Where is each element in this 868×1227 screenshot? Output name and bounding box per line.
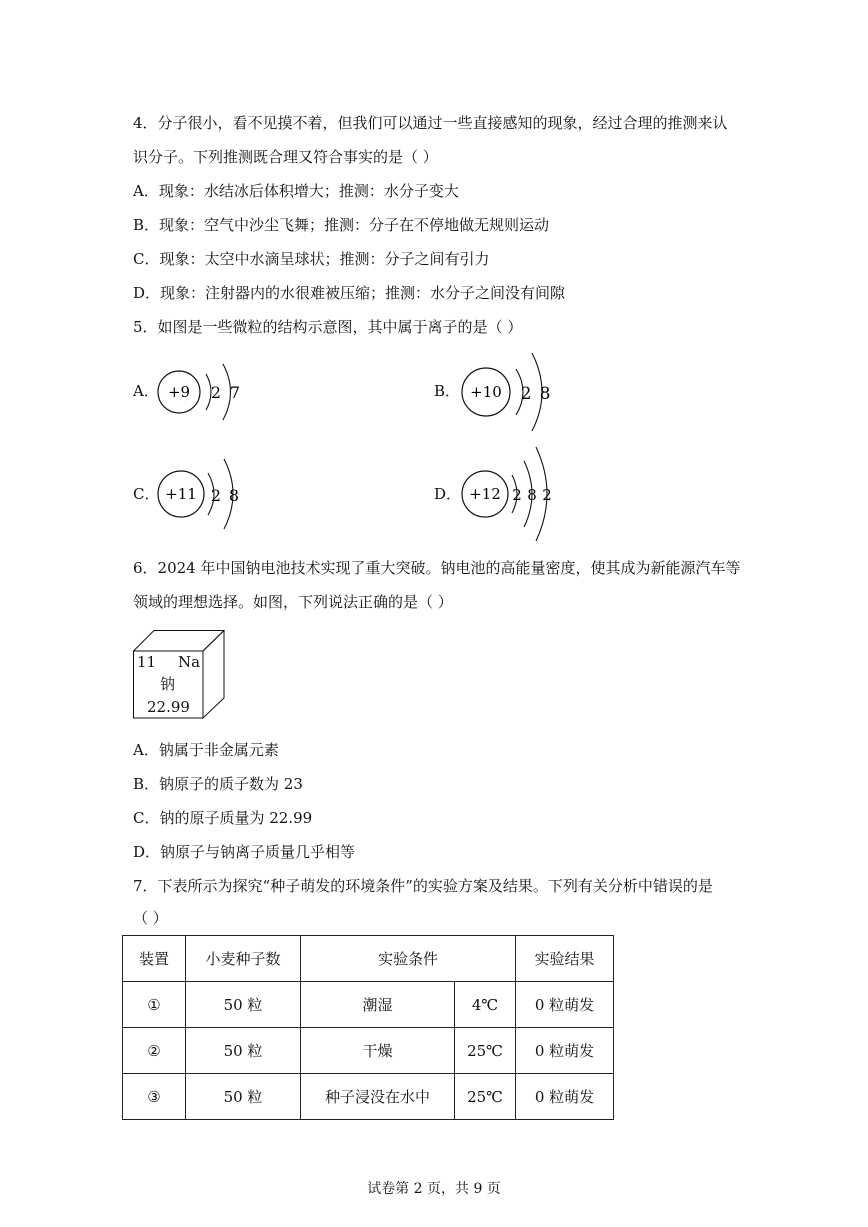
q5-atom-diagram-b (460, 345, 570, 441)
table-row (123, 1028, 614, 1074)
table-header-row (123, 936, 614, 982)
cell-result: 0 粒萌发 (516, 982, 614, 1028)
q5-atom-a-shell-2: 7 (229, 383, 241, 402)
q6-stem-line1: 6．2024 年中国钠电池技术实现了重大突破。钠电池的高能量密度，使其成为新能源汽车等 (133, 559, 741, 577)
q5-stem: 5．如图是一些微粒的结构示意图，其中属于离子的是（ ） (133, 318, 523, 336)
cell-device: ③ (123, 1074, 186, 1120)
cell-temperature: 25℃ (455, 1074, 516, 1120)
element-cell-sodium (133, 630, 228, 720)
element-symbol: Na (178, 653, 201, 671)
cell-condition: 干燥 (301, 1028, 455, 1074)
q5-option-c-label: C． (133, 485, 160, 503)
q4-stem-line2: 识分子。下列推测既合理又符合事实的是（ ） (133, 148, 438, 166)
q6-option-a: A．钠属于非金属元素 (133, 741, 279, 759)
element-atomic-mass: 22.99 (147, 698, 190, 716)
q6-stem-line2: 领域的理想选择。如图，下列说法正确的是（ ） (133, 593, 453, 611)
header-result: 实验结果 (516, 936, 614, 982)
header-conditions: 实验条件 (301, 936, 516, 982)
q5-atom-c-nucleus: +11 (165, 485, 197, 503)
q4-option-d: D．现象：注射器内的水很难被压缩；推测：水分子之间没有间隙 (133, 284, 566, 302)
q5-option-b-label: B． (434, 382, 461, 400)
experiment-table (122, 935, 614, 1120)
table-row (123, 1074, 614, 1120)
q6-option-b: B．钠原子的质子数为 23 (133, 775, 303, 793)
q5-atom-diagram-d (460, 445, 570, 543)
q4-option-a: A．现象：水结冰后体积增大；推测：水分子变大 (133, 182, 459, 200)
q5-option-d-label: D． (434, 485, 462, 503)
q5-atom-d-shell-3: 2 (542, 486, 552, 504)
q5-atom-c-shell-2: 8 (228, 486, 240, 505)
q4-option-b: B．现象：空气中沙尘飞舞；推测：分子在不停地做无规则运动 (133, 216, 550, 234)
cell-temperature: 25℃ (455, 1028, 516, 1074)
q6-option-c: C．钠的原子质量为 22.99 (133, 809, 313, 827)
cell-device: ① (123, 982, 186, 1028)
q5-atom-b-nucleus: +10 (470, 383, 502, 401)
table-row (123, 982, 614, 1028)
cell-condition: 种子浸没在水中 (301, 1074, 455, 1120)
page-footer: 试卷第 2 页，共 9 页 (367, 1181, 501, 1197)
cell-condition: 潮湿 (301, 982, 455, 1028)
header-seed-count: 小麦种子数 (186, 936, 301, 982)
q7-stem-line2: （ ） (133, 909, 168, 927)
cell-device: ② (123, 1028, 186, 1074)
cell-seed-count: 50 粒 (186, 982, 301, 1028)
q5-option-a-label: A． (133, 382, 159, 400)
cell-temperature: 4℃ (455, 982, 516, 1028)
q5-atom-b-shell-1: 2 (520, 384, 532, 404)
q5-atom-d-shell-1: 2 (512, 486, 522, 504)
q5-atom-a-shell-1: 2 (210, 383, 222, 402)
q7-stem-line1: 7．下表所示为探究“种子萌发的环境条件”的实验方案及结果。下列有关分析中错误的是 (133, 877, 713, 895)
q5-atom-diagram-c (156, 455, 256, 535)
q4-option-c: C．现象：太空中水滴呈球状；推测：分子之间有引力 (133, 250, 490, 268)
element-name: 钠 (160, 675, 176, 693)
q6-option-d: D．钠原子与钠离子质量几乎相等 (133, 843, 356, 861)
q5-atom-c-shell-1: 2 (210, 486, 222, 505)
element-atomic-number: 11 (137, 653, 157, 671)
q5-atom-a-nucleus: +9 (167, 383, 191, 401)
q5-atom-d-shell-2: 8 (527, 486, 537, 504)
q5-atom-b-shell-2: 8 (539, 384, 551, 404)
cell-result: 0 粒萌发 (516, 1074, 614, 1120)
cell-result: 0 粒萌发 (516, 1028, 614, 1074)
cell-seed-count: 50 粒 (186, 1074, 301, 1120)
cell-seed-count: 50 粒 (186, 1028, 301, 1074)
q4-stem-line1: 4．分子很小，看不见摸不着，但我们可以通过一些直接感知的现象，经过合理的推测来认 (133, 114, 728, 132)
q5-atom-d-nucleus: +12 (469, 485, 501, 503)
header-device: 装置 (123, 936, 186, 982)
q5-atom-diagram-a (156, 360, 256, 424)
